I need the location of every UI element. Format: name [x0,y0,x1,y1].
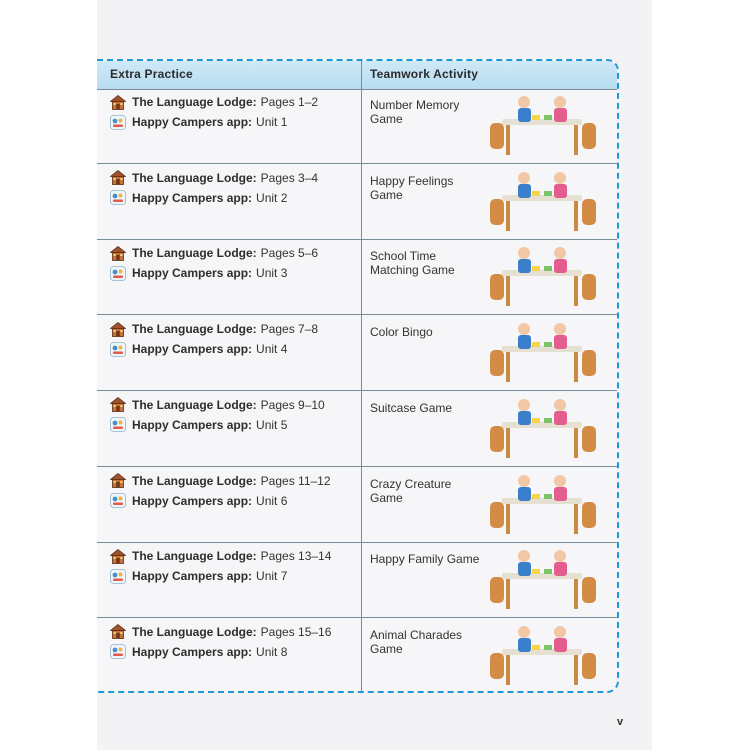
lodge-house-icon [110,322,126,337]
app-icon [110,342,126,357]
lodge-pages: Pages 11–12 [260,473,331,488]
lodge-line [110,245,318,261]
app-label: Happy Campers app: [132,342,253,357]
kids-activity-photo [472,244,619,312]
page-number: v [617,716,624,728]
lodge-label: The Language Lodge: [132,624,257,639]
lodge-line [110,321,318,337]
table-row [97,165,617,240]
activity-name: School Time Matching Game [370,249,455,278]
table-row [97,468,617,543]
lodge-line [110,397,325,413]
activity-name: Happy Family Game [370,552,480,567]
kids-activity-photo [472,396,619,464]
app-line [110,114,287,130]
lodge-pages: Pages 9–10 [260,397,325,412]
activity-table [97,59,619,693]
lodge-pages: Pages 7–8 [260,322,319,337]
app-line [110,190,287,206]
app-line [110,568,287,584]
header-extra-practice: Extra Practice [110,67,193,81]
table-row [97,316,617,391]
activity-name: Crazy Creature Game [370,476,452,505]
lodge-house-icon [110,624,126,639]
lodge-house-icon [110,549,126,564]
lodge-label: The Language Lodge: [132,95,257,109]
lodge-pages: Pages 15–16 [260,624,332,639]
app-unit: Unit 7 [256,569,288,584]
app-icon [110,266,126,281]
app-label: Happy Campers app: [132,493,253,508]
lodge-house-icon [110,95,126,110]
app-icon [110,644,126,659]
lodge-pages: Pages 5–6 [260,246,319,261]
lodge-line [110,624,331,640]
lodge-label: The Language Lodge: [132,397,257,412]
lodge-label: The Language Lodge: [132,246,257,261]
app-icon [110,115,126,130]
app-icon [110,417,126,432]
app-icon [110,190,126,205]
lodge-line [110,94,318,110]
app-label: Happy Campers app: [132,115,253,129]
app-line [110,493,287,509]
app-unit: Unit 5 [256,417,288,432]
app-label: Happy Campers app: [132,190,253,205]
lodge-label: The Language Lodge: [132,549,257,564]
app-label: Happy Campers app: [132,417,253,432]
kids-activity-photo [472,547,619,615]
activity-name: Color Bingo [370,325,433,340]
app-line [110,341,287,357]
app-label: Happy Campers app: [132,266,253,281]
app-unit: Unit 4 [256,342,288,357]
table-row [97,240,617,315]
lodge-house-icon [110,246,126,261]
lodge-line [110,473,331,489]
app-label: Happy Campers app: [132,644,253,659]
lodge-line [110,170,318,186]
app-line [110,644,287,660]
lodge-label: The Language Lodge: [132,170,257,185]
app-line [110,417,287,433]
activity-name: Suitcase Game [370,400,453,415]
lodge-label: The Language Lodge: [132,473,257,488]
app-icon [110,569,126,584]
activity-name: Animal Charades Game [370,627,463,656]
app-unit: Unit 6 [256,493,288,508]
table-row [97,89,617,164]
table-row [97,392,617,467]
kids-activity-photo [472,169,619,237]
lodge-label: The Language Lodge: [132,322,257,337]
lodge-house-icon [110,170,126,185]
lodge-line [110,548,331,564]
kids-activity-photo [472,472,619,540]
lodge-pages: Pages 3–4 [260,170,319,185]
app-label: Happy Campers app: [132,569,253,584]
activity-name: Happy Feelings Game [370,173,454,202]
app-line [110,265,287,281]
header-teamwork-activity: Teamwork Activity [370,67,479,81]
lodge-pages: Pages 1–2 [260,95,319,109]
lodge-pages: Pages 13–14 [260,549,332,564]
kids-activity-photo [472,93,619,161]
kids-activity-photo [472,320,619,388]
lodge-house-icon [110,473,126,488]
table-row [97,543,617,618]
app-icon [110,493,126,508]
app-unit: Unit 1 [256,115,288,129]
activity-name: Number Memory Game [370,98,460,126]
table-row [97,619,617,693]
app-unit: Unit 8 [256,644,288,659]
app-unit: Unit 3 [256,266,288,281]
table-header [97,61,617,90]
app-unit: Unit 2 [256,190,288,205]
kids-activity-photo [472,623,619,691]
lodge-house-icon [110,397,126,412]
